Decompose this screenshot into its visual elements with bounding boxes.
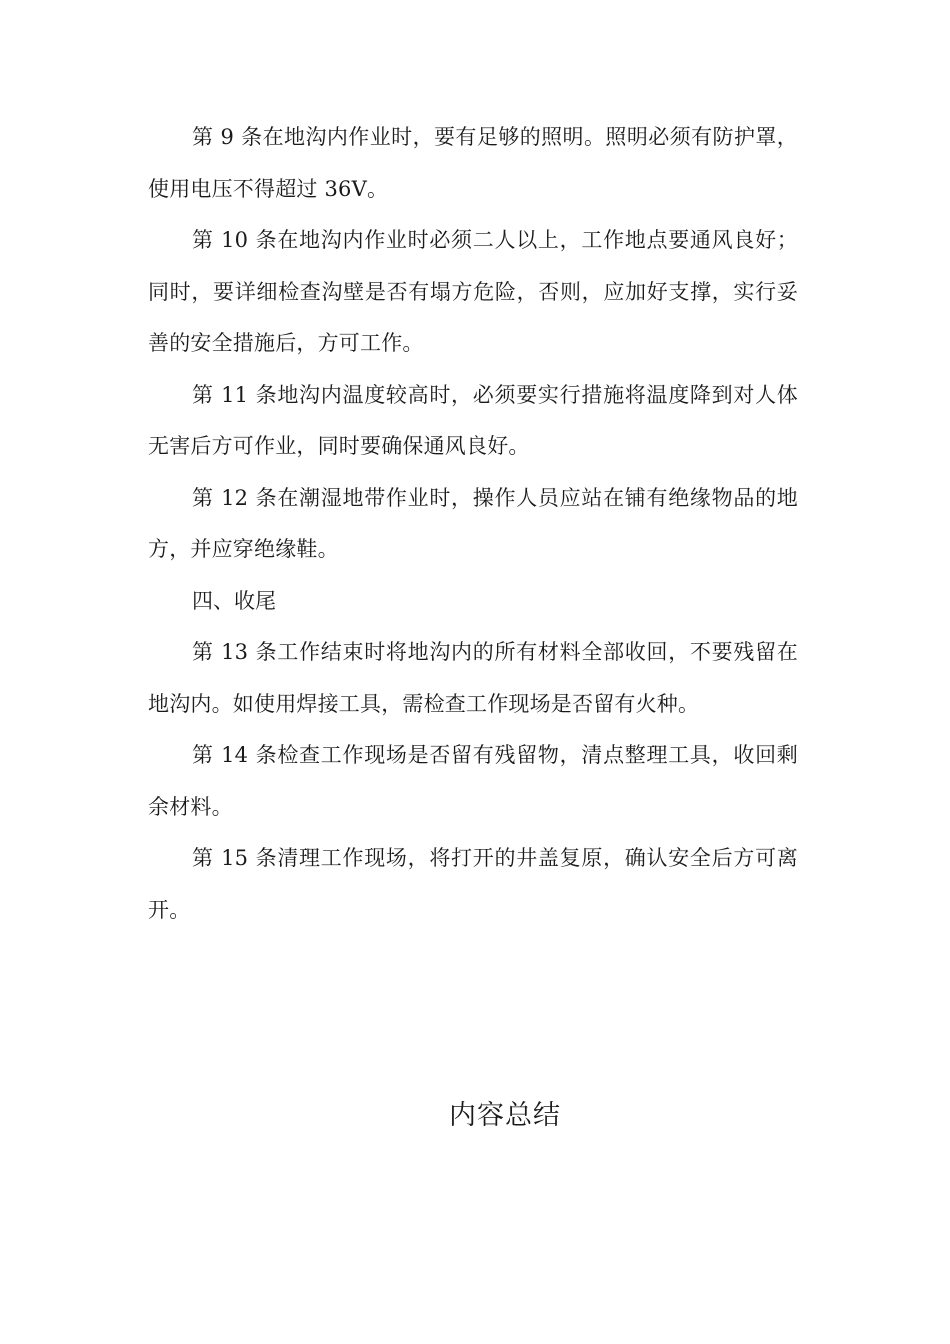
article-15-paragraph: 第 15 条清理工作现场，将打开的井盖复原，确认安全后方可离开。 xyxy=(148,846,798,922)
article-12-paragraph: 第 12 条在潮湿地带作业时，操作人员应站在铺有绝缘物品的地方，并应穿绝缘鞋。 xyxy=(148,485,798,561)
article-9-paragraph: 第 9 条在地沟内作业时，要有足够的照明。照明必须有防护罩，使用电压不得超过 36V。 xyxy=(148,125,798,201)
article-11-paragraph: 第 11 条地沟内温度较高时，必须要实行措施将温度降到对人体无害后方可作业，同时要确保通风良好。 xyxy=(148,382,798,458)
document-body xyxy=(148,112,798,936)
article-13-paragraph: 第 13 条工作结束时将地沟内的所有材料全部收回，不要残留在地沟内。如使用焊接工具，需检查工作现场是否留有火种。 xyxy=(148,640,798,716)
summary-title: 内容总结 xyxy=(449,1100,561,1131)
article-10-paragraph: 第 10 条在地沟内作业时必须二人以上，工作地点要通风良好；同时，要详细检查沟壁是否有塌方危险，否则，应加好支撑，实行妥善的安全措施后，方可工作。 xyxy=(148,228,798,355)
article-14-paragraph: 第 14 条检查工作现场是否留有残留物，清点整理工具，收回剩余材料。 xyxy=(148,743,798,819)
section-heading: 四、收尾 xyxy=(192,588,276,613)
